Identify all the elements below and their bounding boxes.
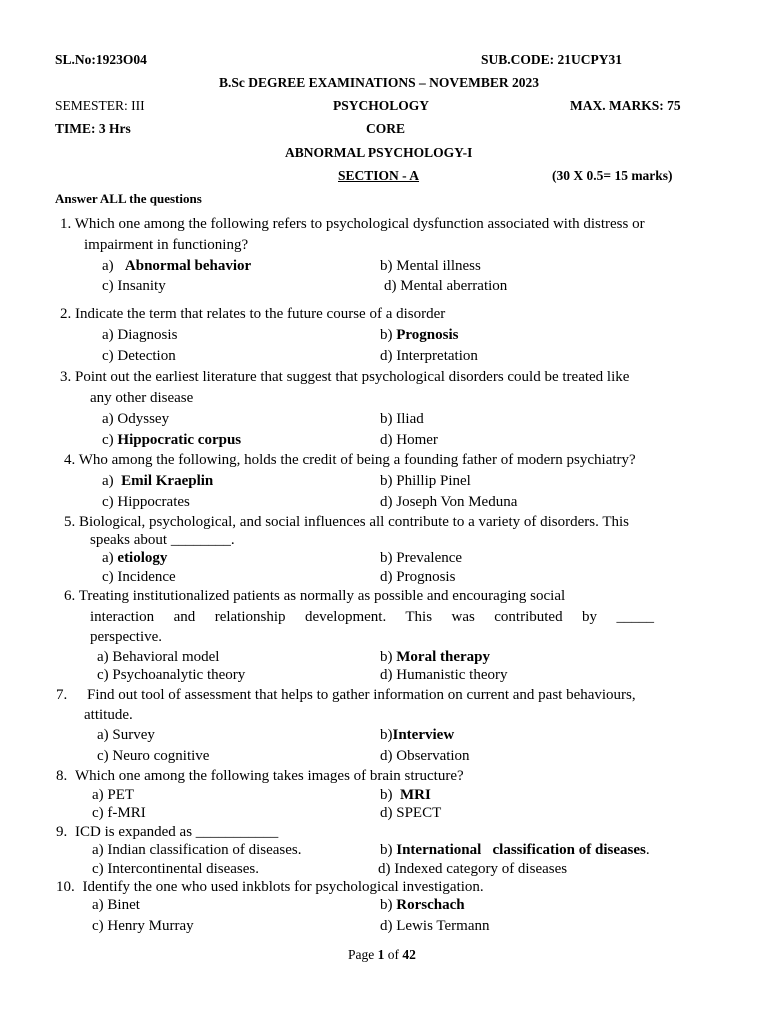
question-number: 9.	[56, 824, 68, 840]
option-a: a) Behavioral model	[97, 649, 220, 665]
question-number: 7.	[56, 687, 68, 703]
page-number: Page 1 of 42	[348, 947, 416, 962]
question-text: Which one among the following refers to psychological dysfunction associated with distress or	[74, 216, 645, 232]
max-marks: MAX. MARKS: 75	[570, 98, 681, 113]
serial-number: SL.No:1923O04	[55, 52, 147, 67]
question-text: Find out tool of assessment that helps to gather information on current and past behaviours,	[87, 687, 636, 703]
option-c: c) Neuro cognitive	[97, 748, 210, 764]
question-text-cont: attitude.	[84, 707, 133, 723]
option-a: a) PET	[92, 787, 135, 803]
question-line	[60, 215, 645, 233]
option-a: a) Diagnosis	[102, 327, 178, 343]
option-b: b) Moral therapy	[380, 649, 490, 665]
option-b: b) Iliad	[380, 411, 424, 427]
option-d: d) Joseph Von Meduna	[380, 494, 518, 510]
option-d: d) Homer	[380, 432, 438, 448]
subject-name: PSYCHOLOGY	[333, 98, 430, 113]
correct-answer: Moral therapy	[396, 649, 490, 665]
question-text: Point out the earliest literature that suggest that psychological disorders could be treated like	[75, 369, 630, 385]
correct-answer: MRI	[400, 787, 431, 803]
question-text: ICD is expanded as ___________	[75, 824, 279, 840]
option-c: c) Detection	[102, 348, 176, 364]
course-type: CORE	[366, 121, 406, 136]
option-c: c) Hippocrates	[102, 494, 190, 510]
question-line	[64, 513, 629, 531]
option-a: a) etiology	[102, 550, 168, 566]
correct-answer: Emil Kraeplin	[121, 473, 214, 489]
semester: SEMESTER: III	[55, 98, 145, 113]
question-text: Treating institutionalized patients as normally as possible and encouraging social	[78, 588, 566, 604]
question-number: 8.	[56, 768, 68, 784]
question-number: 1.	[60, 216, 72, 232]
option-d: d) Interpretation	[380, 348, 478, 364]
option-c: c) Incidence	[102, 569, 176, 585]
question-text-cont: interaction and relationship development. This was contributed by _____	[90, 609, 654, 625]
option-b: b) Rorschach	[380, 897, 465, 913]
question-text: Indicate the term that relates to the future course of a disorder	[75, 306, 446, 322]
question-number: 6.	[64, 588, 76, 604]
option-a: a) Odyssey	[102, 411, 170, 427]
question-number: 10.	[56, 879, 75, 895]
option-d: d) SPECT	[380, 805, 442, 821]
correct-answer: etiology	[117, 550, 168, 566]
question-text: Which one among the following takes images of brain structure?	[75, 768, 464, 784]
option-b: b) MRI	[380, 787, 431, 803]
question-line	[60, 305, 445, 323]
correct-answer: Abnormal behavior	[124, 258, 252, 274]
section-title: SECTION - A	[338, 168, 420, 183]
question-text: Identify the one who used inkblots for psychological investigation.	[82, 879, 484, 895]
option-c: c) Hippocratic corpus	[102, 432, 242, 448]
paper-title: ABNORMAL PSYCHOLOGY-I	[285, 145, 473, 160]
subject-code: SUB.CODE: 21UCPY31	[481, 52, 623, 67]
option-d: d) Prognosis	[380, 569, 456, 585]
option-a: a) Indian classification of diseases.	[92, 842, 302, 858]
question-number: 4.	[64, 452, 76, 468]
question-line	[64, 451, 636, 469]
instructions: Answer ALL the questions	[55, 191, 202, 206]
exam-time: TIME: 3 Hrs	[55, 121, 131, 136]
option-c: c) Insanity	[102, 278, 166, 294]
exam-title: B.Sc DEGREE EXAMINATIONS – NOVEMBER 2023	[219, 75, 540, 90]
question-text: Biological, psychological, and social influences all contribute to a variety of disorders. This	[79, 514, 629, 530]
correct-answer: International classification of diseases	[396, 842, 646, 858]
question-line	[56, 686, 636, 704]
option-d: d) Indexed category of diseases	[378, 861, 568, 877]
question-number: 5.	[64, 514, 76, 530]
option-d: d) Mental aberration	[384, 278, 508, 294]
question-text-cont: any other disease	[90, 390, 194, 406]
option-b: b) Mental illness	[380, 258, 481, 274]
option-d: d) Observation	[380, 748, 470, 764]
question-text-cont: impairment in functioning?	[84, 237, 249, 253]
correct-answer: Prognosis	[396, 327, 459, 343]
question-line	[56, 767, 464, 785]
option-c: c) f-MRI	[92, 805, 146, 821]
option-b: b) Prognosis	[380, 327, 459, 343]
question-line	[64, 587, 565, 605]
option-c: c) Henry Murray	[92, 918, 194, 934]
correct-answer: Interview	[392, 727, 455, 743]
question-line	[56, 878, 484, 896]
question-number: 3.	[60, 369, 72, 385]
question-line	[60, 368, 629, 386]
option-a: a) Emil Kraeplin	[102, 473, 214, 489]
option-a: a) Abnormal behavior	[102, 258, 252, 274]
question-number: 2.	[60, 306, 72, 322]
option-c: c) Intercontinental diseases.	[92, 861, 260, 877]
question-text: Who among the following, holds the credit of being a founding father of modern psychiatry?	[78, 452, 636, 468]
question-line	[56, 823, 278, 841]
option-d: d) Humanistic theory	[380, 667, 508, 683]
correct-answer: Rorschach	[396, 897, 465, 913]
question-text-cont: perspective.	[90, 629, 163, 645]
option-d: d) Lewis Termann	[380, 918, 490, 934]
correct-answer: Hippocratic corpus	[117, 432, 242, 448]
question-text-cont: speaks about ________.	[90, 532, 235, 548]
option-b: b) Prevalence	[380, 550, 463, 566]
option-a: a) Survey	[97, 727, 155, 743]
option-a: a) Binet	[92, 897, 140, 913]
option-c: c) Psychoanalytic theory	[97, 667, 246, 683]
option-b: b)Interview	[380, 727, 455, 743]
section-marks: (30 X 0.5= 15 marks)	[552, 168, 673, 183]
option-b: b) Phillip Pinel	[380, 473, 471, 489]
option-b: b) International classification of diseases.	[380, 842, 650, 858]
